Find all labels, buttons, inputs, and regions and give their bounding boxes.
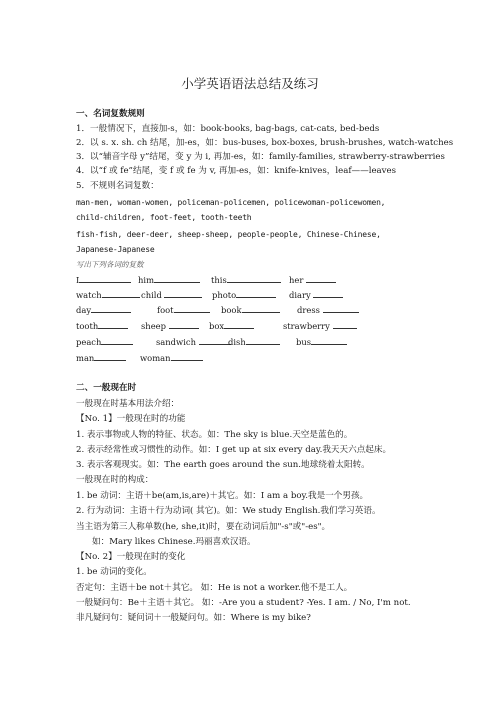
exercise-item: child: [141, 290, 202, 300]
document-title: 小学英语语法总结及练习: [181, 76, 319, 91]
exercise-item: this: [211, 275, 281, 285]
construct-2: 2. 行为动词：主语＋行为动词( 其它)。如：We study English.我们学习英语。: [76, 506, 381, 516]
exercise-instruction: 写出下列各词的复数: [76, 260, 144, 269]
exercise-item: man: [76, 353, 126, 363]
exercise-item: box: [209, 321, 254, 331]
form-heading: 一般现在时的构成：: [76, 475, 154, 485]
variation-question: 一般疑问句：Be＋主语＋其它。 如：-Are you a student? -Yes. I am. / No, I'm not.: [76, 598, 411, 608]
exercise-item: dress: [297, 305, 359, 315]
rule-4: 4．以“f 或 fe”结尾，变 f 或 fe 为 v, 再加-es，如：knife-knives，leaf——leaves: [76, 166, 397, 176]
exercise-item: I: [76, 275, 131, 285]
rule-5: 5．不规则名词复数：: [76, 181, 159, 191]
intro-line: 一般现在时基本用法介绍：: [76, 399, 180, 409]
irregular-line-3: fish-fish, deer-deer, sheep-sheep, people-people, Chinese-Chinese,: [76, 230, 381, 239]
irregular-line-4: Japanese-Japanese: [76, 245, 155, 254]
exercise-item: book: [221, 305, 280, 315]
function-1: 1. 表示事物或人物的特征、状态。如：The sky is blue.天空是蓝色的。: [76, 430, 353, 440]
construct-example: 如：Mary likes Chinese.玛丽喜欢汉语。: [92, 537, 256, 547]
subheading-no1: 【No. 1】一般现在时的功能: [76, 414, 186, 424]
exercise-item: sandwich: [156, 337, 231, 347]
construct-3: 当主语为第三人称单数(he, she,it)时，要在动词后加"-s"或"-es"。: [76, 522, 331, 532]
exercise-item: woman: [140, 353, 203, 363]
function-2: 2. 表示经常性或习惯性的动作。如：I get up at six every day.我天天六点起床。: [76, 445, 392, 455]
exercise-item: tooth: [76, 321, 128, 331]
exercise-item: diary: [289, 290, 343, 300]
exercise-item: foot: [157, 305, 210, 315]
section-heading-present-tense: 二、一般现在时: [76, 383, 137, 393]
subheading-no2: 【No. 2】一般现在时的变化: [76, 552, 186, 562]
function-3: 3. 表示客观现实。如：The earth goes around the sun.地球绕着太阳转。: [76, 460, 370, 470]
exercise-item: watch: [76, 290, 140, 300]
variation-special-question: 非凡疑问句：疑问词＋一般疑问句。如：Where is my bike?: [76, 613, 311, 623]
rule-1: 1．一般情况下，直接加-s，如：book-books, bag-bags, cat-cats, bed-beds: [76, 124, 380, 134]
exercise-item: peach: [76, 337, 133, 347]
construct-1: 1. be 动词：主语＋be(am,is,are)＋其它。如：I am a boy.我是一个男孩。: [76, 491, 369, 501]
variation-negative: 否定句：主语＋be not＋其它。 如：He is not a worker.他不是工人。: [76, 583, 353, 593]
exercise-item: him: [138, 275, 200, 285]
exercise-item: sheep: [141, 321, 199, 331]
irregular-line-1: man-men, woman-women, policeman-policemen, policewoman-policewomen,: [76, 198, 386, 207]
rule-2: 2．以 s. x. sh. ch 结尾，加-es，如：bus-buses, box-boxes, brush-brushes, watch-watches: [76, 138, 454, 148]
exercise-item: bus: [296, 337, 347, 347]
exercise-item: dish: [228, 337, 280, 347]
section-heading-plural: 一、名词复数规则: [76, 109, 145, 119]
exercise-item: strawberry: [283, 321, 357, 331]
irregular-line-2: child-children, foot-feet, tooth-teeth: [76, 213, 252, 222]
exercise-item: photo: [212, 290, 276, 300]
variation-1: 1. be 动词的变化。: [76, 567, 152, 577]
exercise-item: day: [76, 305, 131, 315]
rule-3: 3．以“辅音字母 y”结尾，变 y 为 i, 再加-es，如：family-families, strawberry-strawberries: [76, 152, 445, 162]
exercise-item: her: [289, 275, 336, 285]
